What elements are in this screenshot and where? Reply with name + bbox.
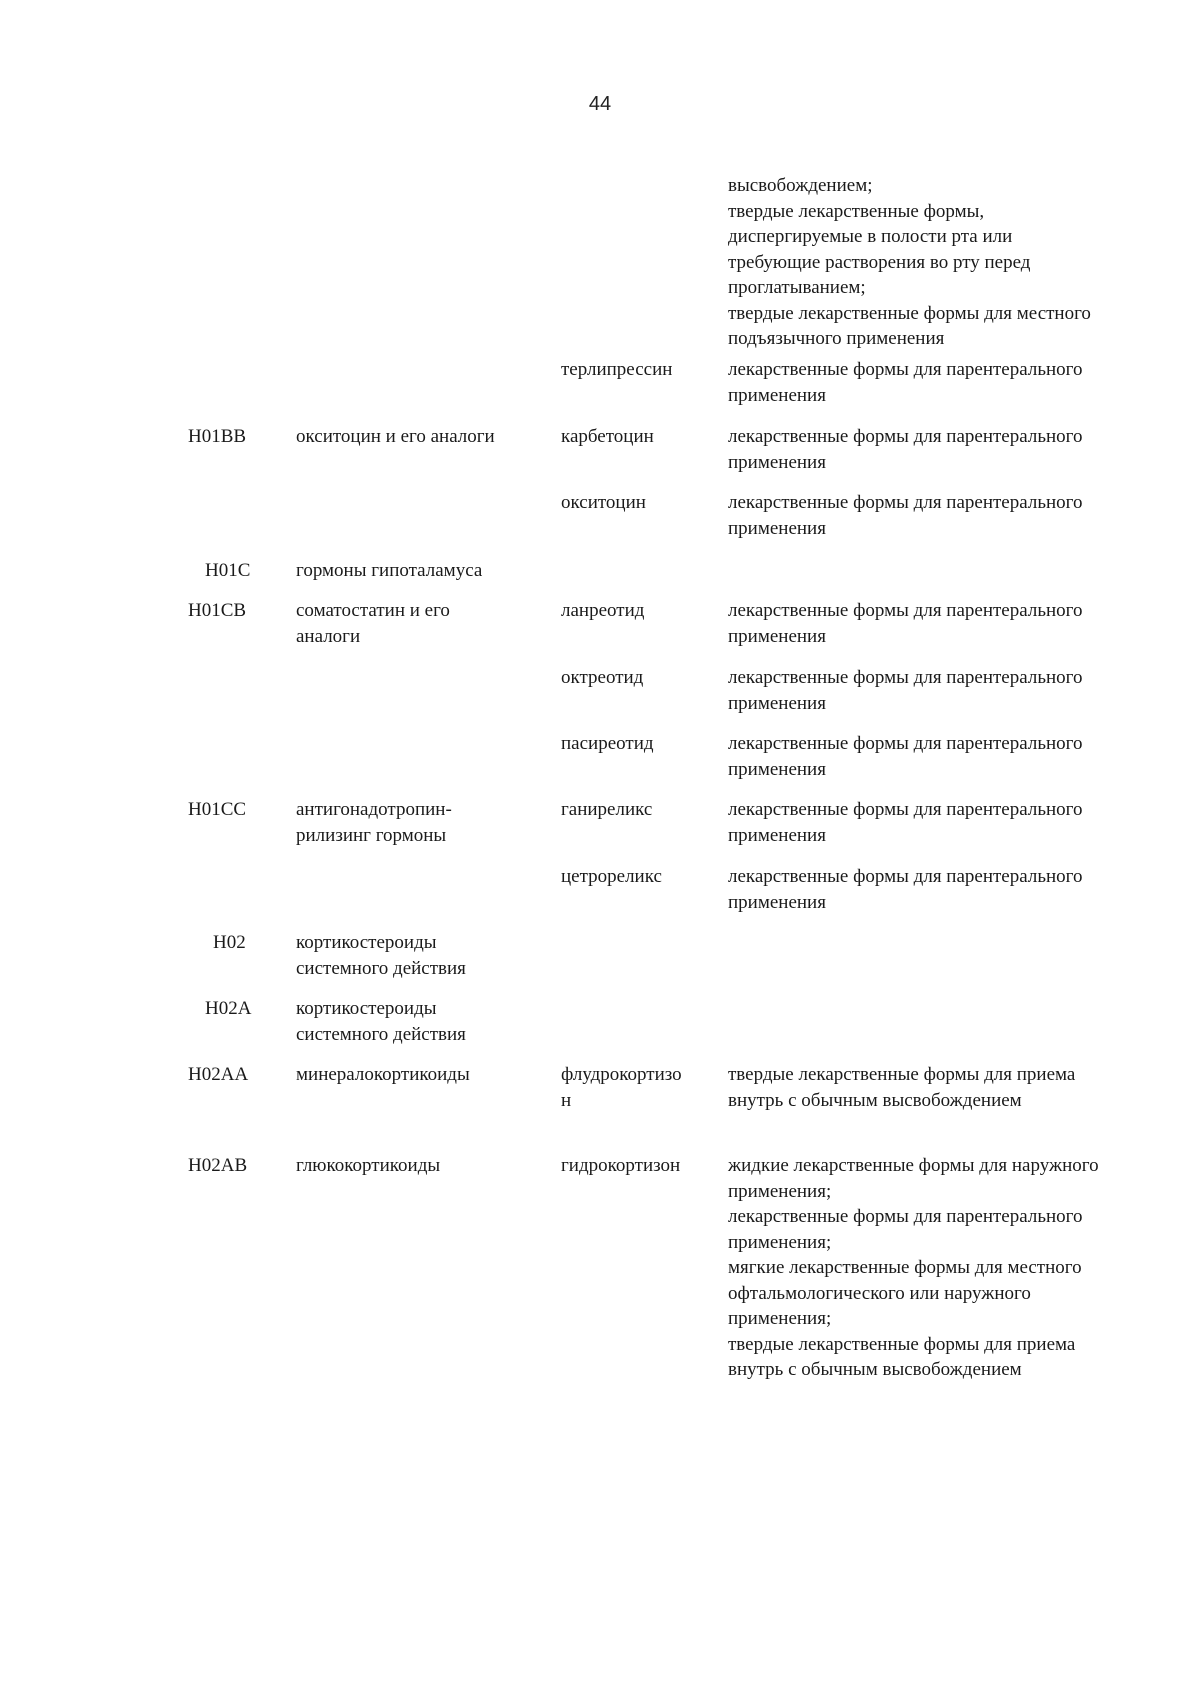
atc-code-h02: H02: [213, 932, 246, 953]
form-pasireotide: лекарственные формы для парентерального применения: [728, 733, 1083, 780]
inn-oxytocin: окситоцин: [561, 492, 646, 513]
atc-code-h01cc: H01CC: [188, 799, 247, 820]
form-oxytocin: лекарственные формы для парентерального применения: [728, 492, 1083, 539]
form-fludrocortisone: твердые лекарственные формы для приема внутрь с обычным высвобождением: [728, 1064, 1076, 1111]
atc-code-h02ab: H02AB: [188, 1155, 248, 1176]
group-h01bb: окситоцин и его аналоги: [296, 426, 495, 447]
atc-code-h02a: H02A: [205, 998, 252, 1019]
page-number: 44: [588, 93, 612, 115]
carryover-dosage-forms: высвобождением; твердые лекарственные формы, диспергируемые в полости рта или требующие растворения во рту перед проглатыванием; твердые лекарственные формы для местного подъязычного применения: [728, 175, 1091, 349]
inn-pasireotide: пасиреотид: [561, 733, 654, 754]
inn-ganirelix: ганиреликс: [561, 799, 653, 820]
group-h01cb: соматостатин и его аналоги: [296, 600, 450, 647]
atc-code-h01bb: H01BB: [188, 426, 247, 447]
form-cetrorelix: лекарственные формы для парентерального применения: [728, 866, 1083, 913]
atc-code-h02aa: H02AA: [188, 1064, 249, 1085]
group-h02: кортикостероиды системного действия: [296, 932, 466, 979]
form-terlipressin: лекарственные формы для парентерального применения: [728, 359, 1083, 406]
inn-hydrocortisone: гидрокортизон: [561, 1155, 681, 1176]
inn-octreotide: октреотид: [561, 667, 644, 688]
inn-carbetocin: карбетоцин: [561, 426, 654, 447]
group-h01cc: антигонадотропин- рилизинг гормоны: [296, 799, 452, 846]
form-carbetocin: лекарственные формы для парентерального применения: [728, 426, 1083, 473]
form-hydrocortisone: жидкие лекарственные формы для наружного применения; лекарственные формы для парентерального применения; мягкие лекарственные формы для местного офтальмологического или наружного применения; твердые лекарственные формы для приема внутрь с обычным высвобождением: [728, 1155, 1099, 1380]
inn-fludrocortisone: флудрокортизо н: [561, 1064, 682, 1111]
atc-code-h01cb: H01CB: [188, 600, 247, 621]
inn-terlipressin: терлипрессин: [561, 359, 673, 380]
inn-cetrorelix: цетрореликс: [561, 866, 662, 887]
form-lanreotide: лекарственные формы для парентерального применения: [728, 600, 1083, 647]
group-h02a: кортикостероиды системного действия: [296, 998, 466, 1045]
atc-code-h01c: H01C: [205, 560, 251, 581]
group-h02ab: глюкокортикоиды: [296, 1155, 441, 1176]
form-octreotide: лекарственные формы для парентерального применения: [728, 667, 1083, 714]
group-h01c: гормоны гипоталамуса: [296, 560, 483, 581]
inn-lanreotide: ланреотид: [561, 600, 645, 621]
form-ganirelix: лекарственные формы для парентерального применения: [728, 799, 1083, 846]
group-h02aa: минералокортикоиды: [296, 1064, 470, 1085]
